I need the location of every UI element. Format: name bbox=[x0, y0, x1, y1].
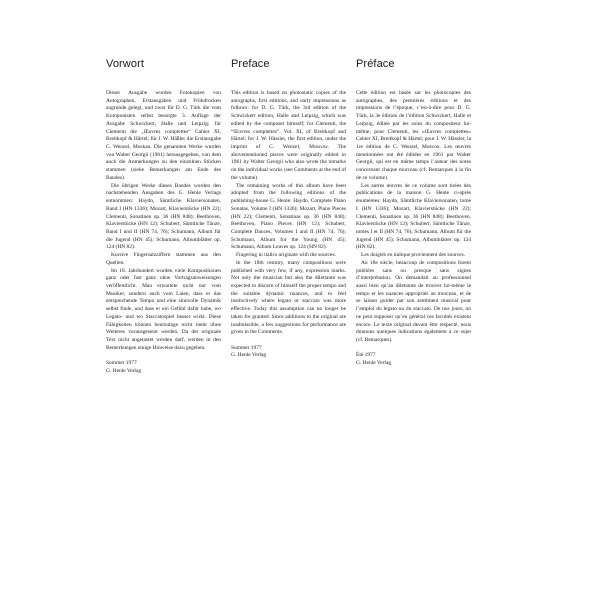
paragraph: Les autres œuvres de ce volume sont tirées des publications de la maison G. Henle ci-après énumérées: Haydn, Sämtliche Klaviersonaten, tome I (HN 1336); Mozart, Klavierstücke (HN 22); Clementi, Sonatinen op. 36 (HN 848); Beethoven, Klavierstücke (HN 12); Schubert, Sämtliche Tänze, tomes I et II (HN 74, 76); Schumann, Album für die Jugend (HN 45); Schumann, Albumblätter op. 124 (HN 82). bbox=[356, 182, 471, 251]
signature-date: Été 1977 bbox=[356, 352, 376, 359]
heading-vorwort: Vorwort bbox=[106, 58, 144, 70]
signature-date: Sommer 1977 bbox=[106, 360, 137, 367]
paragraph: Die übrigen Werke dieses Bandes wurden den nachstehenden Ausgaben des G. Henle Verlags entnommen: Haydn, Sämtliche Klaviersonaten, Band I (HN 1336); Mozart, Klavierstücke (HN 22); Clementi, Sonatinen op. 36 (HN 848); Beethoven, Klavierstücke (HN 12); Schubert, Sämtliche Tänze, Band I und II (HN 74, 76); Schumann, Album für die Jugend (HN 45); Schumann, Albumblätter op. 124 (HN 82). bbox=[106, 182, 221, 251]
paragraph: Au 18e siècle, beaucoup de compositions furent publiées sans ou presque sans signes d’interprétation. On demandait au professionnel aussi bien qu’au dilettante de trouver lui-même le tempo et les nuances appropriés au morceau, et de se laisser guider par son sentiment musical pour l’emploi du legato ou du staccato. De nos jours, on ne peut supposer qu’en général ces facultés existent encore. Le texte original devant être respecté, nous donnons quelques indications également à ce sujet (cf. Remarques). bbox=[356, 259, 471, 343]
paragraph: Cette édition est basée sur les photocopies des autographes, des premières éditions et des impressions de l’époque, c’est-à-dire pour D. G. Türk, la 3e édition de l’édition Schwickert, Halle et Leipzig, éditée par les soins du compositeur lui-même; pour Clementi, les «Œuvres complettes» Cahier XI, Breitkopf & Härtel; pour J. W. Hässler, la 1re édition de C. Wenzel, Moscou. Les œuvres mentionnées ont été éditées en 1961 par Walter Georgii, qui est en même temps l’auteur des notes concernant chaque morceau (cf. Remarques à la fin de ce volume). bbox=[356, 90, 471, 181]
signature bbox=[231, 345, 346, 360]
signature-publisher: G. Henle Verlag bbox=[231, 352, 267, 359]
preface-column-french bbox=[356, 58, 471, 368]
paragraph: Les doigtés en italique proviennent des sources. bbox=[361, 252, 466, 259]
heading-preface: Preface bbox=[231, 58, 270, 70]
paragraph: This edition is based on photostatic copies of the autographs, first editions, and early impressions as follows: for D. G. Türk, the 3rd edition of the Schwickert edition, Halle and Leipzig, which was edited by the composer himself; for Clementi, the “Œuvres complettes”. Vol. XI, of Breitkopf and Härtel; for J. W. Hässler, the first edition, under the imprint of C. Wenzel, Moscow. The abovementioned pieces were originally edited in 1961 by Walter Georgii who also wrote the remarks on the individual works (see Comments at the end of the volume). bbox=[231, 90, 346, 181]
paragraph: Dieser Ausgabe wurden Fotokopien von Autographen, Erstausgaben und Frühdrucken zugrunde gelegt, und zwar für D. G. Türk die vom Komponisten selbst besorgte 3. Auflage der Ausgabe Schwickert, Halle und Leipzig; für Clementi die „Œuvres complettes“ Cahier XI, Breitkopf & Härtel; für J. W. Häßler die Erstausgabe C. Wenzel, Moskau. Die genannten Werke wurden von Walter Georgii (1961) herausgegeben, von dem auch die Anmerkungen zu den einzelnen Stücken stammen (siehe Bemerkungen am Ende des Bandes). bbox=[106, 90, 221, 181]
heading-preface-french: Préface bbox=[356, 58, 395, 70]
preface-column-german bbox=[106, 58, 221, 376]
paragraph: Kursive Fingersatzziffern stammen aus den Quellen. bbox=[106, 252, 221, 266]
preface-column-english bbox=[231, 58, 346, 360]
signature-date: Summer 1977 bbox=[231, 344, 262, 351]
paragraph: The remaining works of this album have been adopted from the following editions of the publishing-house G. Henle: Haydn, Complete Piano Sonatas, Volume I (HN 1336); Mozart, Piano Pieces (HN 22); Clementi, Sonatinas op. 36 (HN 848); Beethoven, Piano Pieces (HN 12); Schubert, Complete Dances, Volumes I and II (HN 74, 76); Schumann, Album for the Young (HN 45); Schumann, Album Leaves op. 124 (HN 82). bbox=[231, 182, 346, 251]
paragraph: In the 18th century, many compositions were published with very few, if any, expression marks. Not only the musician but also the dilettante was expected to discern of himself the proper tempo and the suitable dynamic nuances, and to feel instinctively where legato or staccato was more effective. Today this assumption can no longer be taken for granted. Since additions to the original are inadmissible, a few suggestions for performance are given in the Comments. bbox=[231, 259, 346, 336]
signature-publisher: G. Henle Verlag bbox=[356, 360, 392, 367]
paragraph: Fingering in italics originate with the sources. bbox=[236, 252, 336, 259]
signature bbox=[106, 360, 221, 375]
signature-publisher: G. Henle Verlag bbox=[106, 367, 142, 374]
signature bbox=[356, 352, 471, 367]
paragraph: Im 18. Jahrhundert wurden viele Kompositionen ganz oder fast ganz ohne Vortragsanweisungen veröffentlicht. Man erwartete nicht nur vom Musiker, sondern auch vom Laien, dass er das entsprechende Tempo und eine sinnvolle Dynamik selbst finde, und dass er ein Gefühl dafür habe, wo Legato- und wo Staccatospiel besser wirkt. Diese Fähigkeiten können heutzutage nicht mehr ohne Weiteres vorausgesetzt werden. Da der originale Text nicht angetastet werden darf, werden in den Bemerkungen einige Hinweise dazu gegeben. bbox=[106, 267, 221, 351]
